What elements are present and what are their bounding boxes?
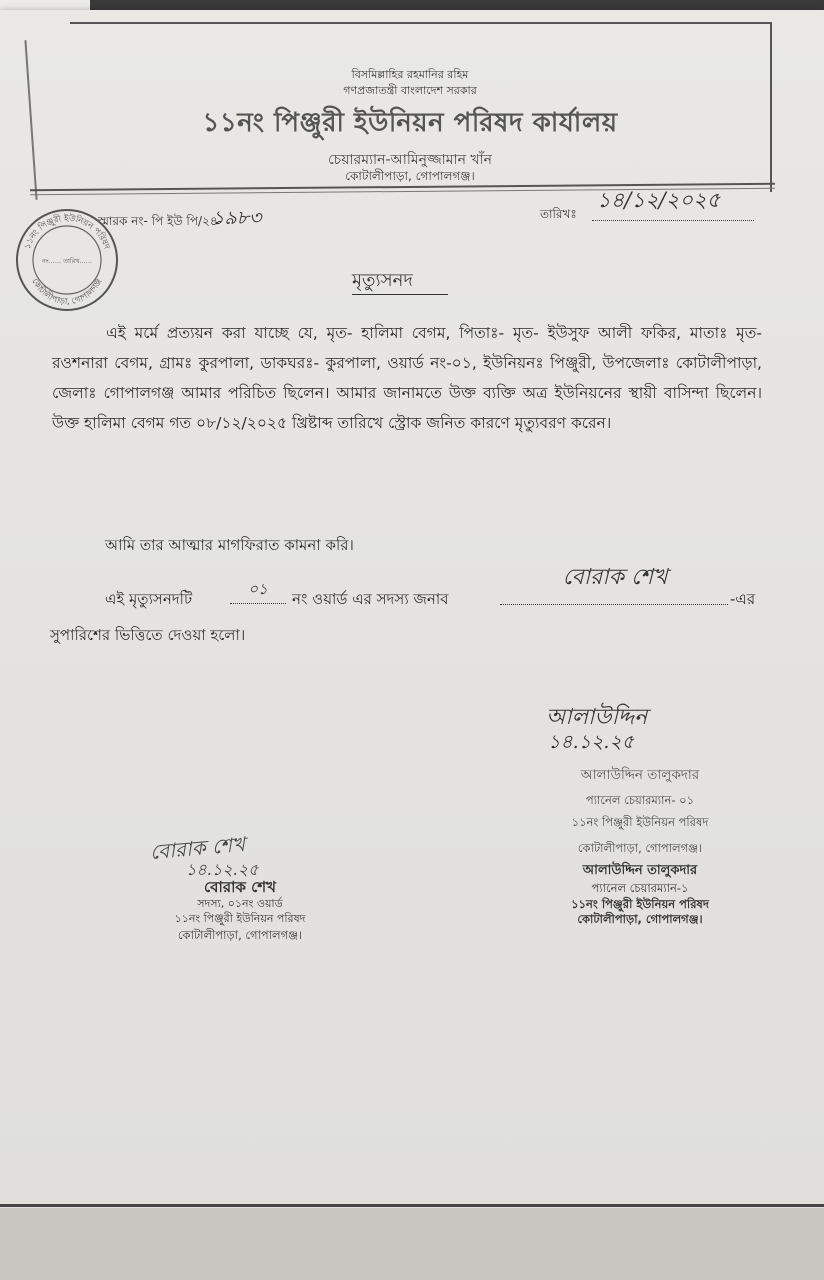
recommendation-part3: -এর — [730, 590, 756, 608]
recommendation-part1: এই মৃত্যুসনদটি — [105, 590, 193, 608]
memo-prefix: স্মারক নং- পি ইউ পি/২৪- — [98, 214, 222, 228]
certificate-body — [52, 318, 762, 438]
chairman-address: কোটালীপাড়া, গোপালগঞ্জ। — [577, 841, 703, 855]
member-seal-title: সদস্য, ০১নং ওয়ার্ড — [197, 897, 283, 910]
chairman-seal-title: প্যানেল চেয়ারম্যান-১ — [591, 881, 689, 895]
memo-number-handwritten: ১৯৮৩ — [212, 207, 262, 229]
stamp-bottom-text: কোটালীপাড়া, গোপালগঞ্জ — [29, 276, 105, 308]
prayer-line: আমি তার আত্মার মাগফিরাত কামনা করি। — [105, 536, 354, 554]
border-line-bottom — [0, 1204, 824, 1207]
background-edge — [90, 0, 824, 10]
office-address: কোটালীপাড়া, গোপালগঞ্জ। — [345, 169, 475, 183]
chairman-seal-union: ১১নং পিঞ্জুরী ইউনিয়ন পরিষদ — [571, 897, 709, 911]
chairman-seal-name: আলাউদ্দিন তালুকদার — [582, 863, 698, 878]
office-title: ১১নং পিঞ্জুরী ইউনিয়ন পরিষদ কার্যালয় — [202, 108, 618, 138]
chairman-name: আলাউদ্দিন তালুকদার — [580, 767, 700, 783]
date-dotted-line — [592, 220, 754, 221]
member-dotted-line — [500, 604, 728, 605]
chairman-signature: আলাউদ্দিন — [546, 705, 648, 730]
date-handwritten: ১৪/১২/২০২৫ — [597, 188, 721, 212]
recommendation-part4: সুপারিশের ভিত্তিতে দেওয়া হলো। — [50, 626, 246, 644]
office-seal-stamp — [14, 207, 120, 313]
stamp-top-text: ১১নং পিঞ্জুরী ইউনিয়ন পরিষদ — [22, 213, 112, 251]
member-signature-date: ১৪.১২.২৫ — [186, 860, 259, 879]
member-seal-address: কোটালীপাড়া, গোপালগঞ্জ। — [177, 928, 303, 942]
document-title: মৃত্যুসনদ — [352, 270, 413, 291]
table-surface — [0, 1208, 824, 1280]
government-line: গণপ্রজাতন্ত্রী বাংলাদেশ সরকার — [343, 84, 477, 97]
date-label: তারিখঃ — [540, 207, 577, 221]
border-line-top — [70, 22, 770, 24]
title-underline — [352, 294, 448, 295]
ward-dotted-line — [230, 603, 286, 604]
member-name-handwritten: বোরাক শেখ — [562, 565, 668, 590]
recommendation-part2: নং ওয়ার্ড এর সদস্য জনাব — [292, 590, 449, 608]
member-seal-name: বোরাক শেখ — [204, 878, 276, 896]
chairman-union: ১১নং পিঞ্জুরী ইউনিয়ন পরিষদ — [571, 815, 709, 829]
stamp-center-text: নং...... তারিখ...... — [41, 257, 93, 265]
member-seal-union: ১১নং পিঞ্জুরী ইউনিয়ন পরিষদ — [174, 912, 306, 925]
certificate-body-text: এই মর্মে প্রত্যয়ন করা যাচ্ছে যে, মৃত- হালিমা বেগম, পিতাঃ- মৃত- ইউসুফ আলী ফকির, মাতাঃ মৃত- রওশনারা বেগম, গ্রামঃ কুরপালা, ডাকঘরঃ- কুরপালা, ওয়ার্ড নং-০১, ইউনিয়নঃ পিঞ্জুরী, উপজেলাঃ কোটালীপাড়া, জেলাঃ গোপালগঞ্জ আমার পরিচিত ছিলেন। আমার জানামতে উক্ত ব্যক্তি অত্র ইউনিয়নের স্থায়ী বাসিন্দা ছিলেন। উক্ত হালিমা বেগম গত ০৮/১২/২০২৫ খ্রিষ্টাব্দ তারিখে স্ট্রোক জনিত কারণে মৃত্যুবরণ করেন। — [52, 324, 762, 432]
chairman-title: প্যানেল চেয়ারম্যান- ০১ — [585, 793, 695, 807]
chairman-signature-date: ১৪.১২.২৫ — [548, 731, 635, 753]
ward-number-handwritten: ০১ — [248, 580, 268, 598]
bismillah-line: বিসমিল্লাহির রহমানির রহিম — [351, 68, 469, 81]
member-signature: বোরাক শেখ — [148, 831, 246, 865]
chairman-line: চেয়ারম্যান-আমিনুজ্জামান খাঁন — [327, 152, 492, 168]
border-line-right — [770, 22, 772, 192]
chairman-seal-address: কোটালীপাড়া, গোপালগঞ্জ। — [577, 912, 703, 926]
